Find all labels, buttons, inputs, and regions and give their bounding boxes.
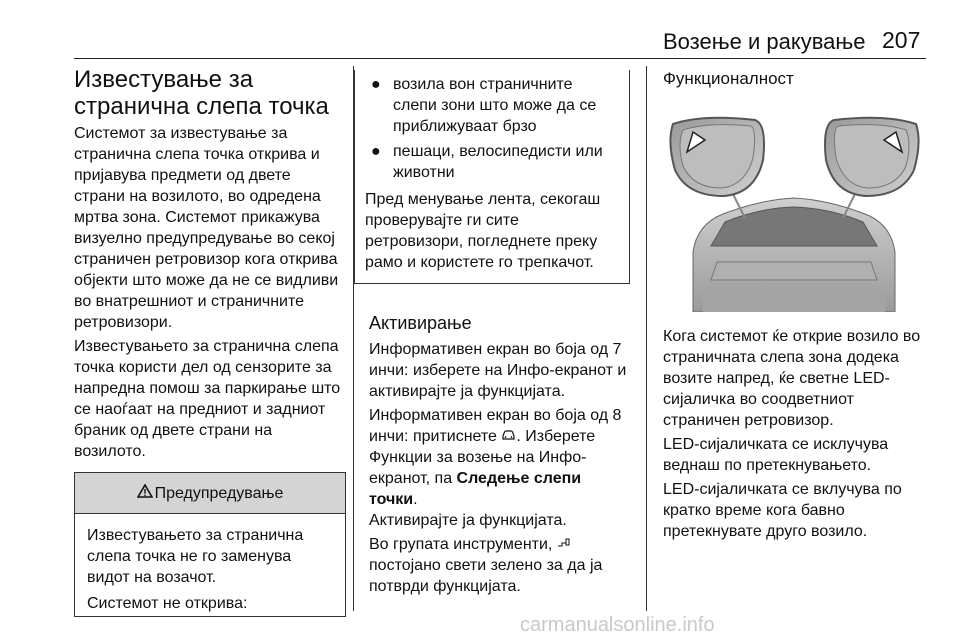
page-header-title: Возење и ракување bbox=[663, 29, 866, 54]
warning-triangle-icon bbox=[137, 483, 153, 504]
section-heading-functionality: Функционалност bbox=[663, 69, 794, 88]
instrument-cluster-paragraph: Во групата инструменти, постојано свети зелено за да ја потврди функцијата. bbox=[369, 536, 603, 595]
not-detected-list bbox=[365, 74, 619, 183]
header-rule bbox=[74, 58, 926, 59]
mirrors-and-car-illustration bbox=[663, 112, 926, 312]
column-1 bbox=[74, 66, 346, 617]
sensor-paragraph: Известувањето за странична слепа точка користи дел од сензорите за напредна помош за паркирање што се наоѓаат на предниот и задниот браник од двете страни на возилото. bbox=[74, 338, 341, 460]
list-item: ● возила вон страничните слепи зони што може да се приближуваат брзо bbox=[371, 76, 597, 135]
warning-header bbox=[75, 473, 345, 514]
menu-blind-spot-tracking: Следење слепи точки bbox=[369, 470, 582, 508]
lane-change-advice: Пред менување лента, секогаш проверувајте ги сите ретровизори, погледнете преку рамо и користете го трепкачот. bbox=[365, 191, 601, 271]
column-divider-2 bbox=[646, 66, 647, 611]
activation-8inch: Информативен екран во боја од 8 инчи: притиснете . Изберете Функции за возење на Инфо- екранот, па Следење слепи точки. Активирајте ја функцијата. bbox=[369, 407, 622, 529]
detection-paragraph: Кога системот ќе открие возило во страничната слепа зона додека возите напред, ќе светне LED- сијаличка во соодветниот страничен ретровизор. bbox=[663, 328, 921, 429]
activation-7inch: Информативен екран во боја од 7 инчи: изберете на Инфо-екранот и активирајте ја функцијата. bbox=[369, 341, 627, 400]
car-settings-icon bbox=[501, 428, 516, 445]
blind-spot-icon bbox=[557, 536, 571, 553]
led-on-paragraph: LED-сијаличката се вклучува по кратко време кога бавно претекнувате друго возило. bbox=[663, 481, 902, 540]
warning-text-2: Системот не открива: bbox=[87, 595, 248, 612]
column-2 bbox=[365, 70, 631, 597]
list-item: ● пешаци, велосипедисти или животни bbox=[371, 143, 603, 181]
intro-paragraph: Системот за известување за странична слепа точка открива и пријавува предмети од двете страни на возилото, во одредена мртва зона. Системот прикажува визуелно предупредување во секој страничен ретровизор кога открива објекти што може да не се видливи во внатрешниот и страничните ретровизори. bbox=[74, 125, 339, 331]
led-off-paragraph: LED-сијаличката се исклучува веднаш по претекнувањето. bbox=[663, 436, 889, 474]
warning-box bbox=[74, 472, 346, 617]
section-heading-blind-spot: Известување за странична слепа точка bbox=[74, 66, 329, 120]
page-number: 207 bbox=[882, 27, 921, 53]
warning-text: Известувањето за странична слепа точка не го заменува видот на возачот. bbox=[87, 527, 304, 586]
warning-box-continued bbox=[354, 70, 630, 284]
warning-title: Предупредување bbox=[154, 484, 284, 502]
section-heading-activation: Активирање bbox=[369, 313, 472, 333]
column-3 bbox=[663, 66, 926, 542]
watermark: carmanualsonline.info bbox=[520, 614, 715, 636]
